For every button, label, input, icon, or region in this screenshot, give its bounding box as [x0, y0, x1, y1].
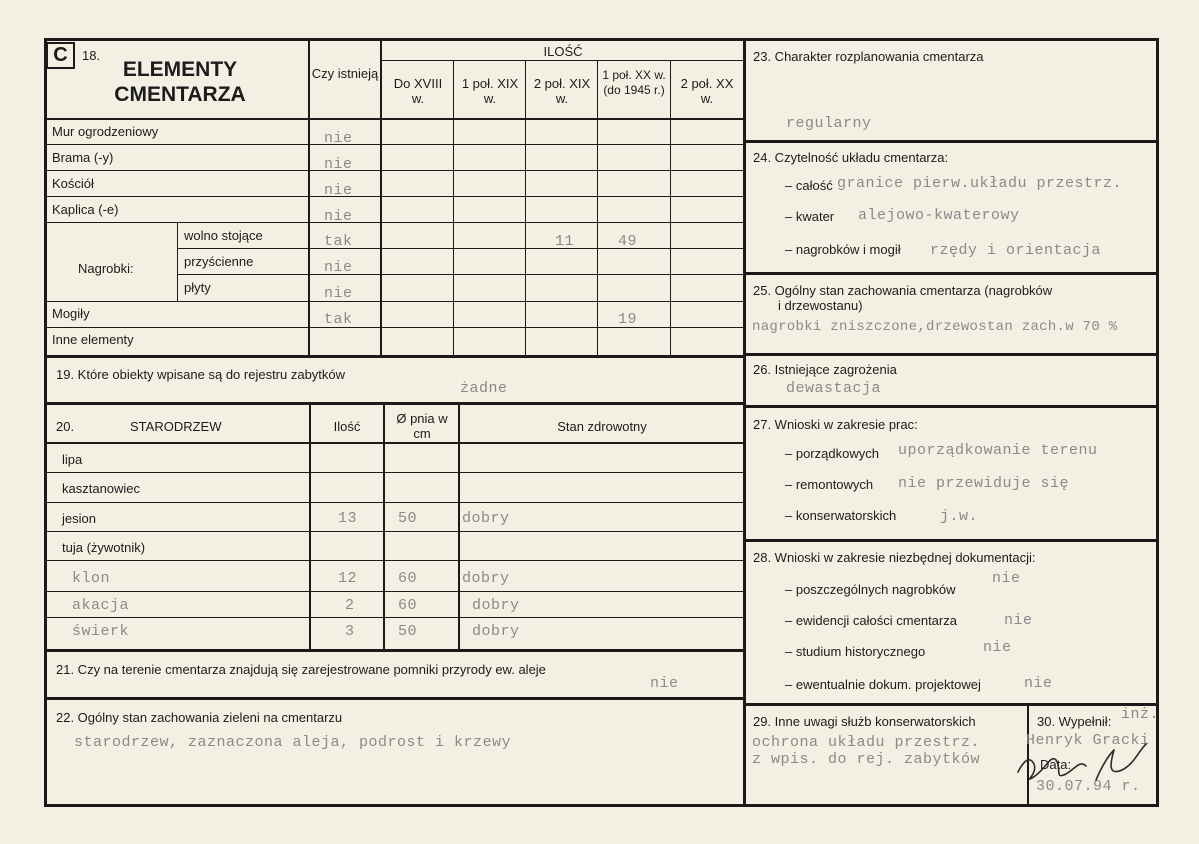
date-value: 30.07.94 r. — [1036, 778, 1141, 795]
section18-title-line2: CMENTARZA — [114, 83, 246, 106]
section30-label: 30. Wypełnił: — [1037, 714, 1112, 729]
section29-label: 29. Inne uwagi służb konserwatorskich — [753, 714, 976, 729]
row-label: Kaplica (-e) — [52, 202, 119, 217]
row-label: Kościół — [52, 176, 94, 191]
section25-label: 25. Ogólny stan zachowania cmentarza (nagrobków — [753, 283, 1053, 298]
section23-label: 23. Charakter rozplanowania cmentarza — [753, 49, 984, 64]
item-value: nie przewiduje się — [898, 475, 1070, 492]
item-label: – porządkowych — [785, 446, 879, 461]
tree-qty: 2 — [345, 597, 355, 614]
col-header-qty: Ilość — [333, 419, 361, 434]
col-header-exists: Czy istnieją — [311, 66, 379, 81]
col-header-2pol-xx: 2 poł. XX w. — [680, 76, 734, 106]
section25-label-cont: i drzewostanu) — [778, 298, 863, 313]
item-value: alejowo-kwaterowy — [858, 207, 1020, 224]
exists-value: tak — [324, 233, 353, 250]
row-label: wolno stojące — [184, 228, 263, 243]
tree-health: dobry — [472, 597, 520, 614]
tree-diameter: 60 — [398, 597, 418, 614]
exists-value: tak — [324, 311, 353, 328]
item-label: – remontowych — [785, 477, 874, 492]
item-label: – nagrobków i mogił — [785, 242, 901, 257]
item-label: – konserwatorskich — [785, 508, 897, 523]
exists-value: nie — [324, 285, 353, 302]
tree-name: jesion — [62, 511, 96, 526]
item-value: uporządkowanie terenu — [898, 442, 1098, 459]
tree-health: dobry — [462, 510, 510, 527]
tree-diameter: 60 — [398, 570, 418, 587]
item-value: granice pierw.układu przestrz. — [837, 175, 1123, 192]
count-value: 19 — [618, 311, 638, 328]
row-label: Mogiły — [52, 306, 90, 321]
section20-number: 20. — [56, 419, 75, 434]
section29-value-line1: ochrona układu przestrz. — [752, 734, 981, 751]
section23-value: regularny — [786, 115, 872, 132]
section21-label: 21. Czy na terenie cmentarza znajdują się zarejestrowane pomniki przyrody ew. aleje — [56, 662, 546, 677]
tree-name: tuja (żywotnik) — [62, 540, 146, 555]
tree-name: lipa — [62, 452, 83, 467]
row-label: Inne elementy — [52, 332, 134, 347]
tree-qty: 3 — [345, 623, 355, 640]
section21-value: nie — [650, 675, 679, 692]
section28-label: 28. Wnioski w zakresie niezbędnej dokumentacji: — [753, 550, 1036, 565]
item-label: – studium historycznego — [785, 644, 926, 659]
count-value: 49 — [618, 233, 638, 250]
section18-number: 18. — [82, 48, 101, 63]
col-header-2pol-xix: 2 poł. XIX w. — [533, 76, 591, 106]
section26-value: dewastacja — [786, 380, 882, 397]
exists-value: nie — [324, 182, 353, 199]
col-header-1pol-xix: 1 poł. XIX w. — [461, 76, 519, 106]
section22-label: 22. Ogólny stan zachowania zieleni na cmentarzu — [56, 710, 343, 725]
section18-title-line1: ELEMENTY — [122, 58, 238, 81]
section24-label: 24. Czytelność układu cmentarza: — [753, 150, 949, 165]
section19-label: 19. Które obiekty wpisane są do rejestru zabytków — [56, 367, 346, 382]
section27-label: 27. Wnioski w zakresie prac: — [753, 417, 918, 432]
item-value: nie — [983, 639, 1012, 656]
tree-name-typed: świerk — [72, 623, 130, 640]
item-label: – ewidencji całości cmentarza — [785, 613, 957, 628]
date-label: Data: — [1040, 757, 1072, 772]
tree-diameter: 50 — [398, 623, 418, 640]
item-label: – ewentualnie dokum. projektowej — [785, 677, 981, 692]
row-label: płyty — [184, 280, 211, 295]
row-label: przyścienne — [184, 254, 254, 269]
tree-health: dobry — [462, 570, 510, 587]
item-label: – kwater — [785, 209, 835, 224]
signature — [1010, 730, 1155, 790]
col-header-ilosc: ILOŚĆ — [543, 44, 583, 59]
col-header-health: Stan zdrowotny — [557, 419, 647, 434]
filled-by-name: Henryk Gracki — [1026, 732, 1150, 749]
col-header-1pol-xx: 1 poł. XX w. (do 1945 r.) — [602, 68, 666, 97]
tree-name: kasztanowiec — [62, 481, 141, 496]
filled-by-title: inż. — [1121, 706, 1160, 723]
nagrobki-label: Nagrobki: — [78, 261, 134, 276]
exists-value: nie — [324, 259, 353, 276]
exists-value: nie — [324, 130, 353, 147]
count-value: 11 — [555, 233, 575, 250]
tree-diameter: 50 — [398, 510, 418, 527]
exists-value: nie — [324, 208, 353, 225]
section29-value-line2: z wpis. do rej. zabytków — [752, 751, 981, 768]
section22-value: starodrzew, zaznaczona aleja, podrost i krzewy — [74, 734, 512, 751]
tree-name-typed: klon — [72, 570, 111, 587]
col-header-xviii: Do XVIII w. — [393, 76, 443, 106]
row-label: Brama (-y) — [52, 150, 114, 165]
col-header-diameter: Ø pnia w cm — [396, 411, 448, 441]
tree-qty: 12 — [338, 570, 358, 587]
section19-value: żadne — [460, 380, 508, 397]
tree-name-typed: akacja — [72, 597, 130, 614]
item-label: – poszczególnych nagrobków — [785, 582, 956, 597]
row-label: Mur ogrodzeniowy — [52, 124, 159, 139]
item-value: nie — [1024, 675, 1053, 692]
item-value: nie — [992, 570, 1021, 587]
exists-value: nie — [324, 156, 353, 173]
section25-value: nagrobki zniszczone,drzewostan zach.w 70 % — [752, 319, 1118, 335]
item-value: rzędy i orientacja — [930, 242, 1102, 259]
section20-title: STARODRZEW — [130, 419, 222, 434]
section26-label: 26. Istniejące zagrożenia — [753, 362, 897, 377]
tree-health: dobry — [472, 623, 520, 640]
tree-qty: 13 — [338, 510, 358, 527]
item-value: j.w. — [940, 508, 979, 525]
item-label: – całość — [785, 178, 833, 193]
section-letter: C — [46, 42, 75, 69]
item-value: nie — [1004, 612, 1033, 629]
